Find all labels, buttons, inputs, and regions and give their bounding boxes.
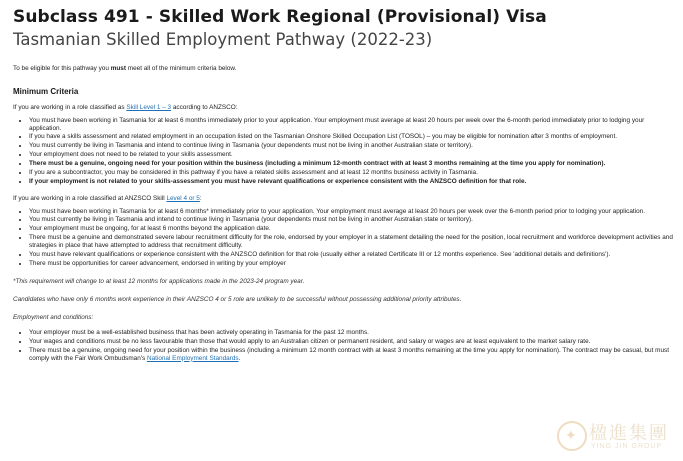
watermark-english-text: YING JIN GROUP: [591, 443, 663, 450]
ying-jin-logo-icon: ✦: [557, 421, 587, 451]
group2-lead: [13, 195, 675, 203]
skill-level-4-5-link[interactable]: Level 4 or 5: [166, 194, 200, 202]
document-page: [13, 6, 675, 363]
list-item-text: There must be a genuine, ongoing need for your position within the business (including a minimum 12 month contract with at least 3 months remaining at the time you apply for nomination). The contract may be casual, but must comply with the Fair Work Ombudsman's: [29, 346, 669, 362]
list-item: • If you are a subcontractor, you may be considered in this pathway if you have a related skills assessment and at least 12 months business activity in Tasmania.: [29, 169, 675, 177]
note-employment-heading: Employment and conditions:: [13, 314, 94, 322]
list-item: • Your wages and conditions must be no less favourable than those that would apply to an Australian citizen or permanent resident, and salary or wages are at least equivalent to the market salary rate.: [29, 338, 675, 346]
intro-after: meet all of the minimum criteria below.: [125, 65, 237, 72]
intro-before: To be eligible for this pathway you: [13, 65, 111, 72]
list-item: • Your employment must be ongoing, for at least 6 months beyond the application date.: [29, 225, 675, 233]
group3-list: [13, 329, 675, 362]
watermark: [557, 417, 675, 457]
group2-list: [13, 208, 675, 268]
group1-lead-after: according to ANZSCO:: [171, 104, 238, 111]
list-item: • You must have been working in Tasmania for at least 6 months* immediately prior to your application. Your employment must average at least 20 hours per week over the 6-month period prior to lodging your application.: [29, 208, 675, 216]
page-subtitle: Tasmanian Skilled Employment Pathway (2022-23): [13, 30, 433, 49]
national-employment-standards-link[interactable]: National Employment Standards: [146, 354, 239, 362]
intro-bold: must: [110, 65, 126, 72]
section-heading: Minimum Criteria: [13, 87, 79, 96]
note-candidates: Candidates who have only 6 months work experience in their ANZSCO 4 or 5 role are unlikely to be successful without possessing additional priority attributes.: [13, 296, 462, 304]
group1-list: [13, 117, 675, 186]
group2-lead-after: :: [199, 194, 202, 202]
group2-lead-before: If you are working in a role classified at ANZSCO Skill: [13, 194, 167, 202]
group1-lead: [13, 104, 675, 112]
list-item: • You must have relevant qualifications or experience consistent with the ANZSCO definition for that role (usually either a related Certificate III or 12 months experience. See 'additional details and definitions').: [29, 251, 675, 259]
list-item: • Your employment does not need to be related to your skills assessment.: [29, 151, 675, 159]
list-item: • If your employment is not related to your skills-assessment you must have relevant qualifications or experience consistent with the ANZSCO definition for that role.: [29, 178, 675, 186]
note-requirement-change: *This requirement will change to at least 12 months for applications made in the 2023-24 program year.: [13, 278, 305, 286]
list-item: • There must be a genuine and demonstrated severe labour recruitment difficulty for the role, endorsed by your employer in a statement detailing the need for the position, local recruitment and workforce development activities and strategies in place that have attempted to address that recruitment difficulty.: [29, 234, 675, 249]
watermark-chinese-text: 楹進集團: [589, 423, 669, 444]
intro-text: [13, 65, 675, 73]
list-item: • You must currently be living in Tasmania and intend to continue living in Tasmania (your dependents must not be living in another Australian state or territory).: [29, 216, 675, 224]
list-item: • You must currently be living in Tasmania and intend to continue living in Tasmania (your dependents must not be living in another Australian state or territory).: [29, 142, 675, 150]
list-item: • If you have a skills assessment and related employment in an occupation listed on the Tasmanian Onshore Skilled Occupation List (TOSOL) – you may be eligible for nomination after 3 months of employment.: [29, 133, 675, 141]
list-item: • There must be opportunities for career advancement, endorsed in writing by your employer: [29, 260, 675, 268]
page-title: Subclass 491 - Skilled Work Regional (Provisional) Visa: [13, 7, 547, 27]
group1-lead-before: If you are working in a role classified as: [13, 104, 127, 111]
list-item: • Your employer must be a well-established business that has been actively operating in Tasmania for the past 12 months.: [29, 329, 675, 337]
list-item: • There must be a genuine, ongoing need for your position within the business (including a minimum 12-month contract with at least 3 months remaining at the time you apply for nomination).: [29, 160, 675, 168]
list-item: • You must have been working in Tasmania for at least 6 months immediately prior to your application. Your employment must average at least 20 hours per week over the 6-month period immediately prior to lodging your application.: [29, 117, 675, 132]
list-item: [29, 347, 675, 362]
list-item-end: .: [238, 354, 241, 362]
skill-level-1-3-link[interactable]: Skill Level 1 – 3: [126, 104, 172, 111]
